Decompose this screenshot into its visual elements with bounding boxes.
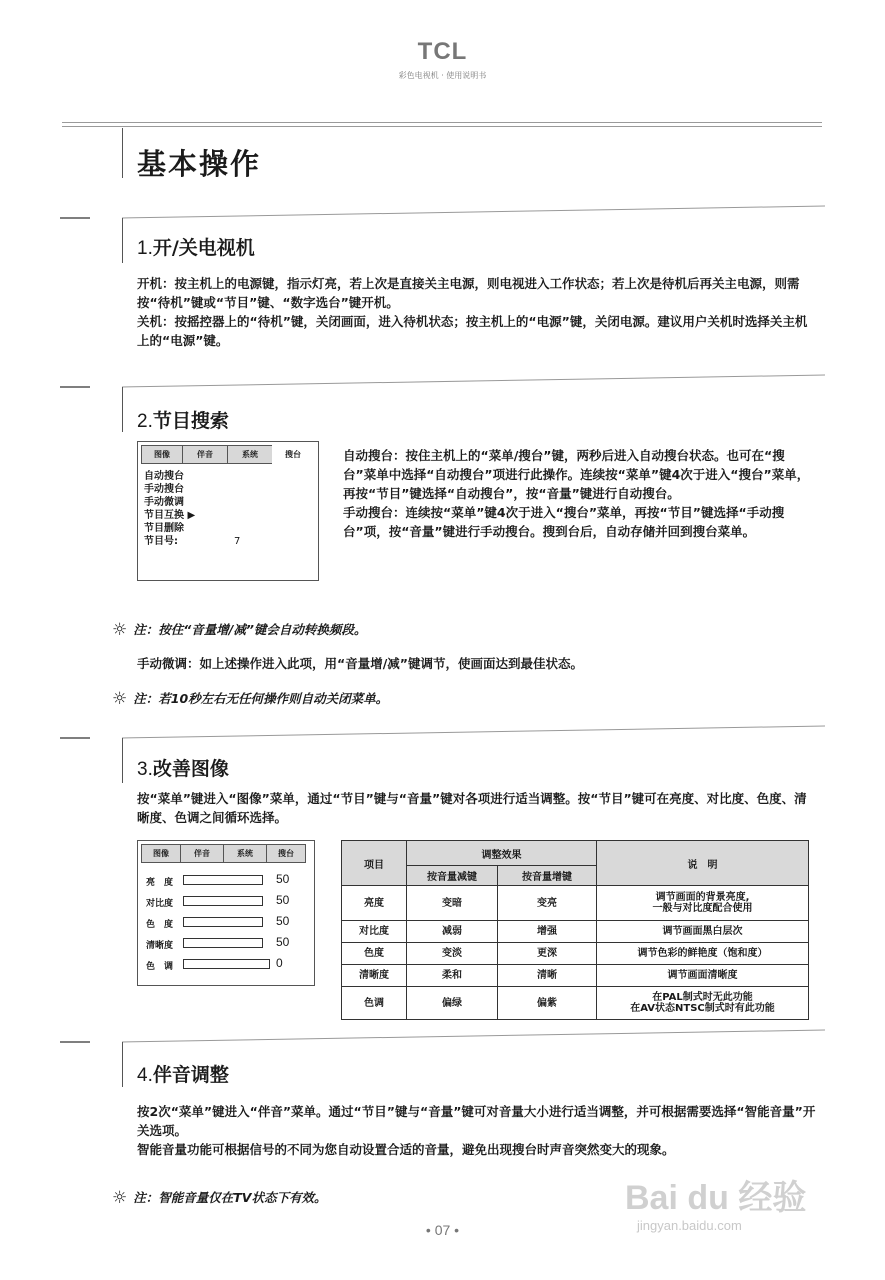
tip-sun-icon: ☼ xyxy=(112,689,128,709)
manual-search-text: 手动搜台：连续按“菜单”键4次于进入“搜台”菜单，再按“节目”键选择“手动搜台”项，按“音量”键进行手动搜台。搜到台后，自动存储并回到搜台菜单。 xyxy=(343,505,785,539)
section-2-bar xyxy=(122,387,123,432)
section-4-heading: 伴音调整 xyxy=(152,1064,229,1086)
section-3-body: 按“菜单”键进入“图像”菜单，通过“节目”键与“音量”键对各项进行适当调整。按“节目”键可在亮度、对比度、色度、清晰度、色调之间循环选择。 xyxy=(137,791,807,825)
note-smart-volume: ☼ 注：智能音量仅在TV状态下有效。 xyxy=(112,1188,327,1208)
section-3-heading: 改善图像 xyxy=(152,758,229,780)
tab-picture: 图像 xyxy=(141,844,181,863)
sound-menu-text: 按2次“菜单”键进入“伴音”菜单。通过“节目”键与“音量”键可对音量大小进行适当调整，并可根据需要选择“智能音量”开关选项。 xyxy=(137,1104,816,1138)
section-1-heading: 开/关电视机 xyxy=(152,237,255,259)
color-bar xyxy=(183,917,263,927)
menu-item-fine-tune: 手动微调 xyxy=(144,497,184,508)
col-effect: 调整效果 xyxy=(407,841,597,866)
note-auto-close: ☼ 注：若10秒左右无任何操作则自动关闭菜单。 xyxy=(112,689,389,709)
col-vol-down: 按音量减键 xyxy=(407,866,498,886)
tip-sun-icon: ☼ xyxy=(112,1188,128,1208)
tab-picture: 图像 xyxy=(141,445,183,464)
menu-item-program-number: 节目号: 7 xyxy=(144,536,241,547)
picture-menu-osd xyxy=(137,840,315,986)
picture-row-contrast: 对比度 50 xyxy=(146,893,290,909)
table-row: 清晰度 柔和 清晰 调节画面清晰度 xyxy=(342,965,809,987)
section-3-bar xyxy=(122,738,123,783)
section-1-title xyxy=(137,233,255,260)
fine-tune-text: 手动微调：如上述操作进入此项，用“音量增/减”键调节，使画面达到最佳状态。 xyxy=(137,656,583,671)
col-desc: 说 明 xyxy=(597,841,809,886)
page-title: 基本操作 xyxy=(137,147,262,181)
watermark-logo: Bai du 经验 xyxy=(625,1179,807,1217)
section-1-number: 1. xyxy=(137,238,153,259)
tab-sound: 伴音 xyxy=(182,445,228,464)
search-menu-osd xyxy=(137,441,319,581)
section-1-bar xyxy=(122,218,123,263)
smart-volume-text: 智能音量功能可根据信号的不同为您自动设置合适的音量，避免出现搜台时声音突然变大的现象。 xyxy=(137,1142,675,1157)
picture-row-color: 色 度 50 xyxy=(146,914,290,930)
section-4-body xyxy=(137,1102,817,1159)
section-3-divider xyxy=(60,724,825,744)
menu-item-program-swap: 节目互换 ▶ xyxy=(144,510,196,521)
picture-row-sharpness: 清晰度 50 xyxy=(146,935,290,951)
header-rule-2 xyxy=(62,126,822,127)
section-4-title xyxy=(137,1060,229,1087)
section-2-body xyxy=(343,446,815,541)
section-4-divider xyxy=(60,1028,825,1048)
note-band-switch: ☼ 注：按住“音量增/减”键会自动转换频段。 xyxy=(112,620,367,640)
section-2-title xyxy=(137,406,229,433)
table-row: 色调 偏绿 偏紫 在PAL制式时无此功能 在AV状态NTSC制式时有此功能 xyxy=(342,987,809,1020)
contrast-bar xyxy=(183,896,263,906)
section-1-body xyxy=(137,274,817,350)
watermark-url: jingyan.baidu.com xyxy=(637,1218,742,1233)
sharpness-bar xyxy=(183,938,263,948)
header-rule xyxy=(62,122,822,123)
title-bar xyxy=(122,128,123,178)
search-menu-tabs xyxy=(141,445,315,464)
section-2-divider xyxy=(60,372,825,392)
auto-search-text: 自动搜台：按住主机上的“菜单/搜台”键，两秒后进入自动搜台状态。也可在“搜台”菜单中选择“自动搜台”项进行此操作。连续按“菜单”键4次于进入“搜台”菜单，再按“节目”键选择“自动搜台”，按“音量”键进行自动搜台。 xyxy=(343,448,810,501)
adjustment-table xyxy=(341,840,809,1020)
section-4-number: 4. xyxy=(137,1065,153,1086)
picture-row-tint: 色 调 0 xyxy=(146,956,283,972)
table-row: 对比度 减弱 增强 调节画面黑白层次 xyxy=(342,921,809,943)
col-vol-up: 按音量增键 xyxy=(498,866,597,886)
menu-item-manual-search: 手动搜台 xyxy=(144,484,184,495)
table-row: 色度 变淡 更深 调节色彩的鲜艳度（饱和度） xyxy=(342,943,809,965)
tint-bar xyxy=(183,959,270,969)
program-number-value: 7 xyxy=(234,536,241,547)
tab-system: 系统 xyxy=(223,844,267,863)
tab-sound: 伴音 xyxy=(180,844,224,863)
col-item: 项目 xyxy=(342,841,407,886)
menu-item-auto-search: 自动搜台 xyxy=(144,471,184,482)
menu-item-program-delete: 节目删除 xyxy=(144,523,184,534)
section-2-heading: 节目搜索 xyxy=(152,410,229,432)
tab-system: 系统 xyxy=(227,445,273,464)
tab-search: 搜台 xyxy=(266,844,306,863)
picture-menu-rows xyxy=(138,863,314,976)
power-off-text: 关机：按摇控器上的“待机”键，关闭画面，进入待机状态；按主机上的“电源”键，关闭电源。建议用户关机时选择关主机上的“电源”键。 xyxy=(137,314,808,348)
brightness-bar xyxy=(183,875,263,885)
section-3-title xyxy=(137,754,229,781)
section-1-divider xyxy=(60,204,825,224)
table-row: 亮度 变暗 变亮 调节画面的背景亮度, 一般与对比度配合使用 xyxy=(342,886,809,921)
power-on-text: 开机：按主机上的电源键，指示灯亮，若上次是直接关主电源，则电视进入工作状态；若上次是待机后再关主电源，则需按“待机”键或“节目”键、“数字选台”键开机。 xyxy=(137,276,800,310)
picture-row-brightness: 亮 度 50 xyxy=(146,872,290,888)
section-3-number: 3. xyxy=(137,759,153,780)
section-2-number: 2. xyxy=(137,411,153,432)
tab-search: 搜台 xyxy=(272,445,314,464)
tip-sun-icon: ☼ xyxy=(112,620,128,640)
picture-menu-tabs xyxy=(141,844,311,863)
page-number: • 07 • xyxy=(425,1222,460,1238)
brand-logo: TCL xyxy=(417,38,468,65)
search-menu-list xyxy=(138,464,318,548)
header-subtitle: 彩色电视机 · 使用说明书 xyxy=(398,71,487,80)
section-4-bar xyxy=(122,1042,123,1087)
